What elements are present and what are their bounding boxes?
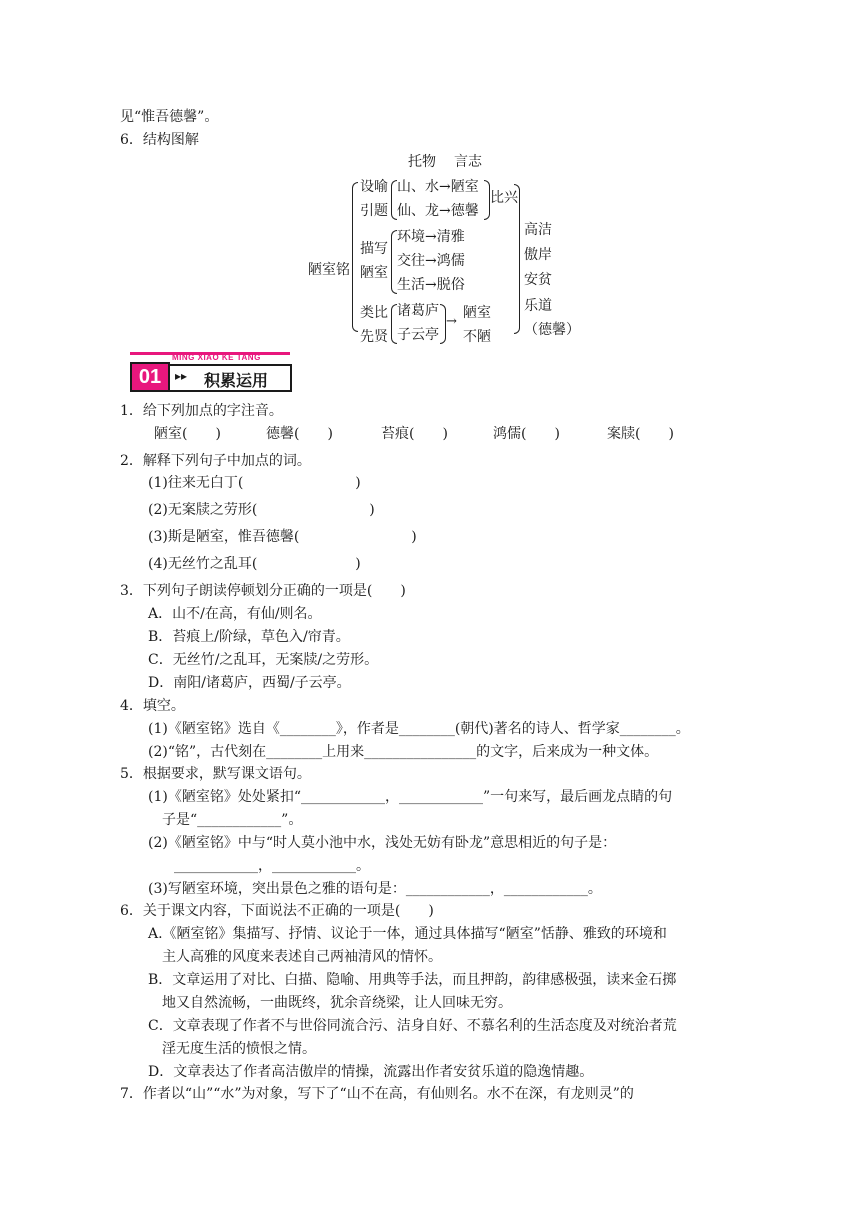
- q5-stem: 5．根据要求，默写课文语句。: [120, 766, 311, 782]
- diagram-root: 陋室铭: [308, 262, 350, 278]
- banner-arrows: ▸▸: [175, 369, 188, 383]
- q2-item-0: (1)往来无白丁( ): [148, 475, 361, 491]
- diagram-bixing: 比兴: [490, 190, 518, 206]
- diagram-g1a: 设喻: [360, 179, 388, 195]
- diagram-g3-r2: 不陋: [463, 329, 491, 345]
- q1-item-0: 陋室( ): [154, 426, 221, 442]
- q1-item-3: 鸿儒( ): [493, 426, 560, 442]
- banner-title: 积累运用: [204, 371, 269, 390]
- diagram-root-brace: [352, 182, 358, 332]
- q5-line-3: (2)《陋室铭》中与“时人莫小池中水，浅处无妨有卧龙”意思相近的句子是：: [148, 835, 617, 851]
- q3-option-d: D．南阳/诸葛庐，西蜀/子云亭。: [148, 675, 351, 691]
- diagram-g3-l1: 诸葛庐: [397, 303, 439, 319]
- q3-option-b: B．苔痕上/阶绿，草色入/帘青。: [148, 629, 350, 645]
- banner-pinyin: MING XIAO KE TANG: [172, 353, 261, 362]
- q3-option-c: C．无丝竹/之乱耳，无案牍/之劳形。: [148, 652, 379, 668]
- diagram-right-brace: [514, 184, 520, 334]
- diagram-right-2: 安贫: [524, 272, 552, 288]
- diagram-g1-l2: 仙、龙→德馨: [397, 203, 479, 219]
- diagram-g3a: 类比: [360, 305, 388, 321]
- q6-option-b2: 地又自然流畅，一曲既终，犹余音绕梁，让人回味无穷。: [162, 995, 512, 1011]
- diagram-g2-l2: 交往→鸿儒: [397, 253, 465, 269]
- diagram-g3-arrow: →: [446, 314, 457, 329]
- q4-item-1: (2)“铭”，古代刻在________上用来________________的文字，后来成为一种文体。: [148, 744, 659, 760]
- q1-item-2: 苔痕( ): [381, 426, 448, 442]
- q7-line-1: 7．作者以“山”“水”为对象，写下了“山不在高，有仙则名。水不在深，有龙则灵”的: [120, 1086, 634, 1102]
- q3-option-a: A．山不/在高，有仙/则名。: [148, 606, 322, 622]
- intro-tail: 见“惟吾德馨”。: [120, 109, 219, 125]
- q2-item-3: (4)无丝竹之乱耳( ): [148, 556, 361, 572]
- diagram-g1-l1: 山、水→陋室: [397, 179, 479, 195]
- q2-stem: 2．解释下列句子中加点的词。: [120, 453, 311, 469]
- q2-item-2: (3)斯是陋室，惟吾德馨( ): [148, 529, 417, 545]
- diagram-top-left: 托物: [408, 154, 436, 170]
- q5-line-4: ____________，____________。: [174, 858, 370, 874]
- diagram-g2a: 描写: [360, 241, 388, 257]
- q4-stem: 4．填空。: [120, 698, 185, 714]
- diagram-g2-l3: 生活→脱俗: [397, 277, 465, 293]
- q5-line-1: (1)《陋室铭》处处紧扣“____________，____________”一句来写，最后画龙点睛的句: [148, 789, 673, 805]
- q6-option-a2: 主人高雅的风度来表述自己两袖清风的情怀。: [162, 949, 442, 965]
- diagram-right-4: （德馨）: [524, 322, 580, 338]
- diagram-g2b: 陋室: [360, 265, 388, 281]
- q1-item-1: 德馨( ): [266, 426, 333, 442]
- q6-option-a1: A.《陋室铭》集描写、抒情、议论于一体，通过具体描写“陋室”恬静、雅致的环境和: [148, 926, 667, 942]
- banner-number: 01: [130, 362, 170, 392]
- q1-stem: 1．给下列加点的字注音。: [120, 403, 283, 419]
- q4-item-0: (1)《陋室铭》选自《________》，作者是________(朝代)著名的诗人、哲学家________。: [148, 721, 690, 737]
- diagram-top-right: 言志: [454, 154, 482, 170]
- q6-diagram-title: 6．结构图解: [120, 132, 199, 148]
- section-banner: [130, 352, 294, 394]
- banner-title-box: [170, 364, 292, 392]
- q6-stem: 6．关于课文内容，下面说法不正确的一项是( ): [120, 903, 434, 919]
- diagram-g3-l2: 子云亭: [397, 327, 439, 343]
- diagram-g2-l1: 环境→清雅: [397, 229, 465, 245]
- q6-option-d1: D．文章表达了作者高洁傲岸的情操，流露出作者安贫乐道的隐逸情趣。: [148, 1064, 594, 1080]
- diagram-right-1: 傲岸: [524, 247, 552, 263]
- q5-line-5: (3)写陋室环境，突出景色之雅的语句是：____________，____________。: [148, 881, 602, 897]
- q6-option-c2: 淫无度生活的愤恨之情。: [162, 1041, 316, 1057]
- q3-stem: 3．下列句子朗读停顿划分正确的一项是( ): [120, 583, 406, 599]
- diagram-right-0: 高洁: [524, 222, 552, 238]
- diagram-g1b: 引题: [360, 203, 388, 219]
- diagram-g3-r1: 陋室: [463, 305, 491, 321]
- q6-option-b1: B．文章运用了对比、白描、隐喻、用典等手法，而且押韵，韵律感极强，读来金石掷: [148, 972, 677, 988]
- diagram-g3b: 先贤: [360, 329, 388, 345]
- q5-line-2: 子是“____________”。: [162, 812, 303, 828]
- diagram-right-3: 乐道: [524, 298, 552, 314]
- q2-item-1: (2)无案牍之劳形( ): [148, 502, 375, 518]
- q1-item-4: 案牍( ): [607, 426, 674, 442]
- q6-option-c1: C．文章表现了作者不与世俗同流合污、洁身自好、不慕名利的生活态度及对统治者荒: [148, 1018, 677, 1034]
